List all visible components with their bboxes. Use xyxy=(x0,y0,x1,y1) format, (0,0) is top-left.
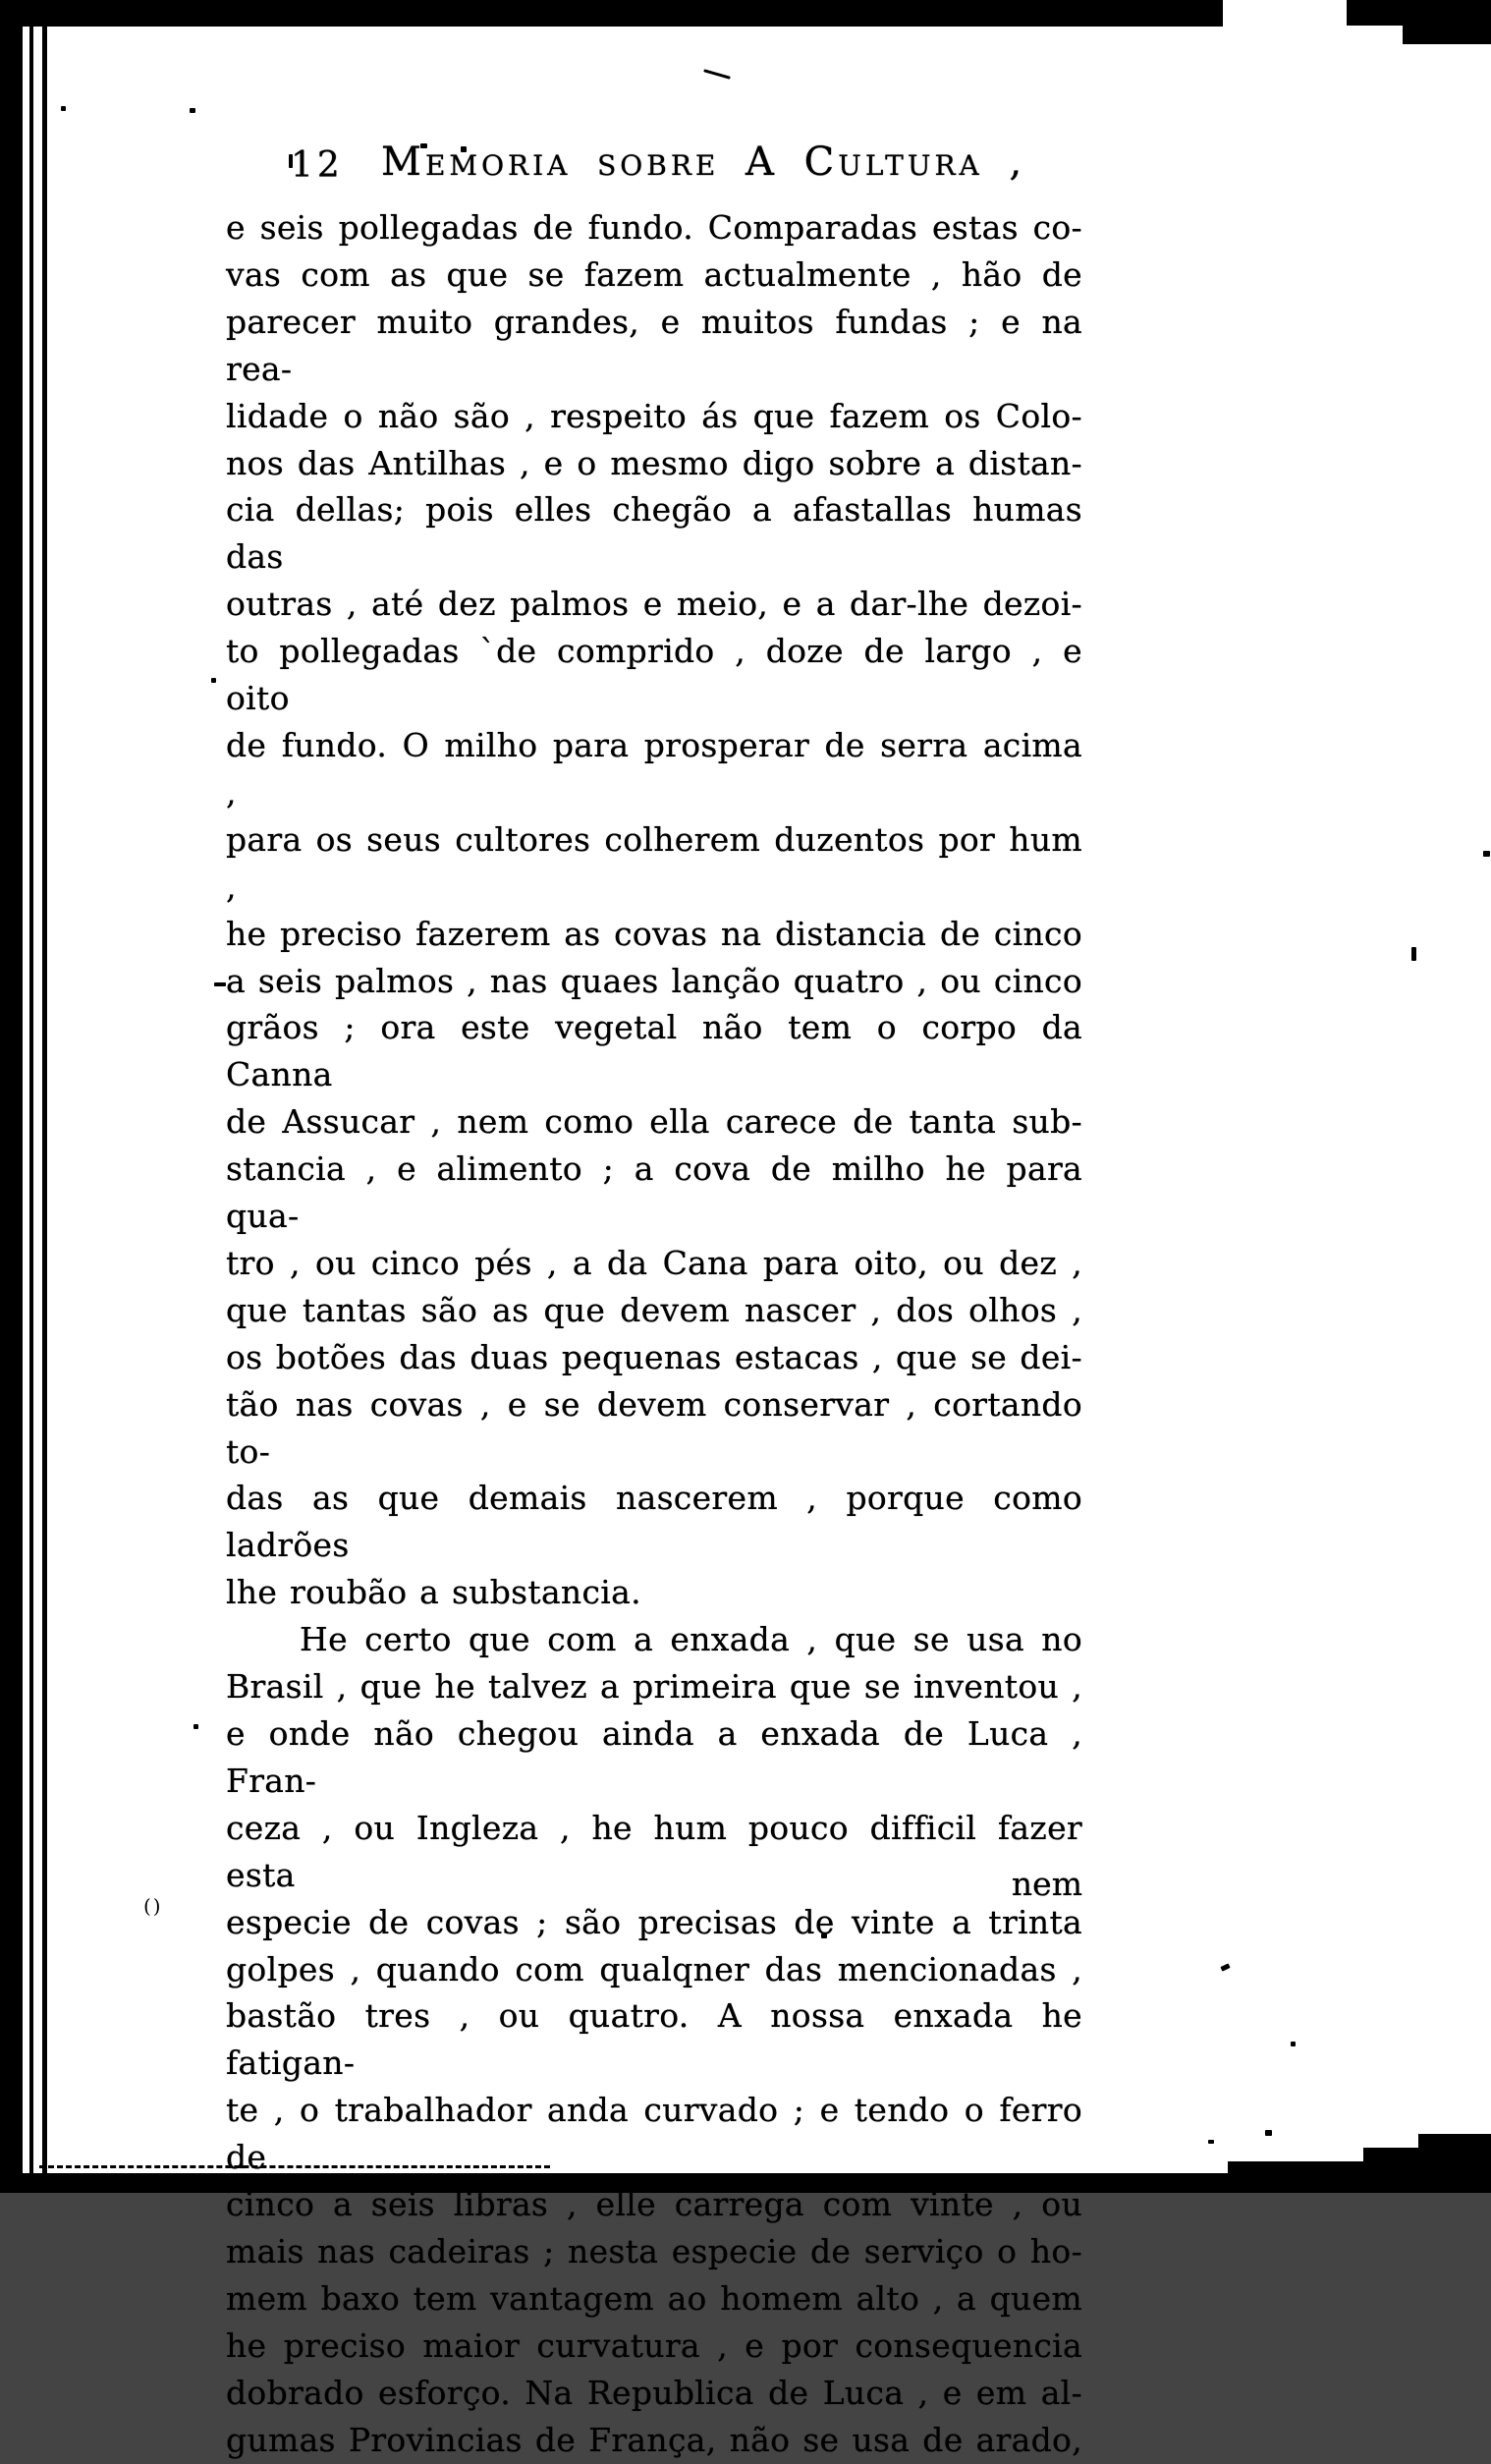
text-line: lidade o não são , respeito ás que fazem os Colo- xyxy=(226,396,1082,435)
ink-speck xyxy=(1411,947,1416,961)
text-line: he preciso fazerem as covas na distancia de cinco xyxy=(226,914,1082,953)
text-line: que tantas são as que devem nascer , dos olhos , xyxy=(226,1290,1082,1329)
text-line: outras , até dez palmos e meio, e a dar-lhe dezoi- xyxy=(226,585,1082,624)
text-line: Brasil , que he talvez a primeira que se inventou , xyxy=(226,1667,1082,1707)
scan-edge-bottom-step3 xyxy=(1418,2134,1491,2193)
text-line: de fundo. O milho para prosperar de serra acima , xyxy=(226,725,1082,812)
text-line: lhe roubão a substancia. xyxy=(226,1573,641,1612)
text-line: te , o trabalhador anda curvado ; e tendo o ferro de xyxy=(226,2091,1082,2177)
ink-speck xyxy=(190,108,195,113)
ink-speck xyxy=(1208,2140,1214,2144)
text-line: das as que demais nascerem , porque como ladrões xyxy=(226,1479,1082,1565)
text-line: os botões das duas pequenas estacas , que se dei- xyxy=(226,1337,1082,1376)
text-line: cia dellas; pois elles chegão a afastallas humas das xyxy=(226,490,1082,577)
text-line: he preciso maior curvatura , e por consequencia xyxy=(226,2325,1082,2365)
ink-speck xyxy=(1265,2130,1272,2136)
text-line: He certo que com a enxada , que se usa no xyxy=(300,1620,1082,1659)
text-line: to pollegadas `de comprido , doze de largo , e oito xyxy=(226,632,1082,718)
text-line: para os seus cultores colherem duzentos por hum , xyxy=(226,819,1082,906)
stray-stroke-top xyxy=(703,69,731,80)
binding-rule-outer xyxy=(29,25,33,2178)
ink-speck xyxy=(193,1724,198,1729)
text-line: mem baxo tem vantagem ao homem alto , a quem xyxy=(226,2278,1082,2318)
text-line: vas com as que se fazem actualmente , hão de xyxy=(226,254,1082,294)
text-line: gumas Provincias de França, não se usa de arado, xyxy=(226,2420,1082,2459)
scan-edge-top-right-blob xyxy=(1403,0,1491,44)
ink-speck xyxy=(214,982,226,986)
text-line: parecer muito grandes, e muitos fundas ; e na rea- xyxy=(226,302,1082,388)
text-line: mais nas cadeiras ; nesta especie de serviço o ho- xyxy=(226,2231,1082,2270)
binding-rule-inner xyxy=(42,25,47,2178)
text-line: de Assucar , nem como ella carece de tanta sub- xyxy=(226,1102,1082,1142)
body-text xyxy=(226,204,1082,2464)
text-line: especie de covas ; são precisas de vinte a trinta xyxy=(226,1902,1082,1941)
running-header: Memoria sobre A Cultura , xyxy=(381,140,1026,185)
text-line: tro , ou cinco pés , a da Cana para oito, ou dez , xyxy=(226,1243,1082,1282)
scan-edge-left xyxy=(0,0,23,2193)
text-line: dobrado esforço. Na Republica de Luca , e em al- xyxy=(226,2373,1082,2412)
ink-speck xyxy=(61,106,66,111)
ink-speck xyxy=(1220,1963,1230,1971)
ink-speck xyxy=(1483,851,1490,857)
ink-speck xyxy=(1291,2042,1296,2046)
text-line: cinco a seis libras , elle carrega com vinte , ou xyxy=(226,2185,1082,2224)
margin-mark: () xyxy=(143,1894,163,1918)
text-line: stancia , e alimento ; a cova de milho he para qua- xyxy=(226,1149,1082,1236)
text-line: bastão tres , ou quatro. A nossa enxada he fatigan- xyxy=(226,1996,1082,2083)
text-line: nos das Antilhas , e o mesmo digo sobre a distan- xyxy=(226,443,1082,482)
ink-speck xyxy=(211,678,216,683)
scan-edge-top-left xyxy=(0,0,1223,27)
text-line: ceza , ou Ingleza , he hum pouco difficil fazer esta xyxy=(226,1808,1082,1894)
text-line: e onde não chegou ainda a enxada de Luca , Fran- xyxy=(226,1714,1082,1800)
catchword: nem xyxy=(1011,1865,1082,1903)
text-line: a seis palmos , nas quaes lanção quatro , ou cinco xyxy=(226,961,1082,1000)
text-line: grãos ; ora este vegetal não tem o corpo da Canna xyxy=(226,1008,1082,1094)
text-line: e seis pollegadas de fundo. Comparadas estas co- xyxy=(226,208,1082,247)
text-line: golpes , quando com qualqner das mencionadas , xyxy=(226,1949,1082,1988)
page-number: 12 xyxy=(291,145,344,186)
text-line: tão nas covas , e se devem conservar , cortando to- xyxy=(226,1384,1082,1471)
